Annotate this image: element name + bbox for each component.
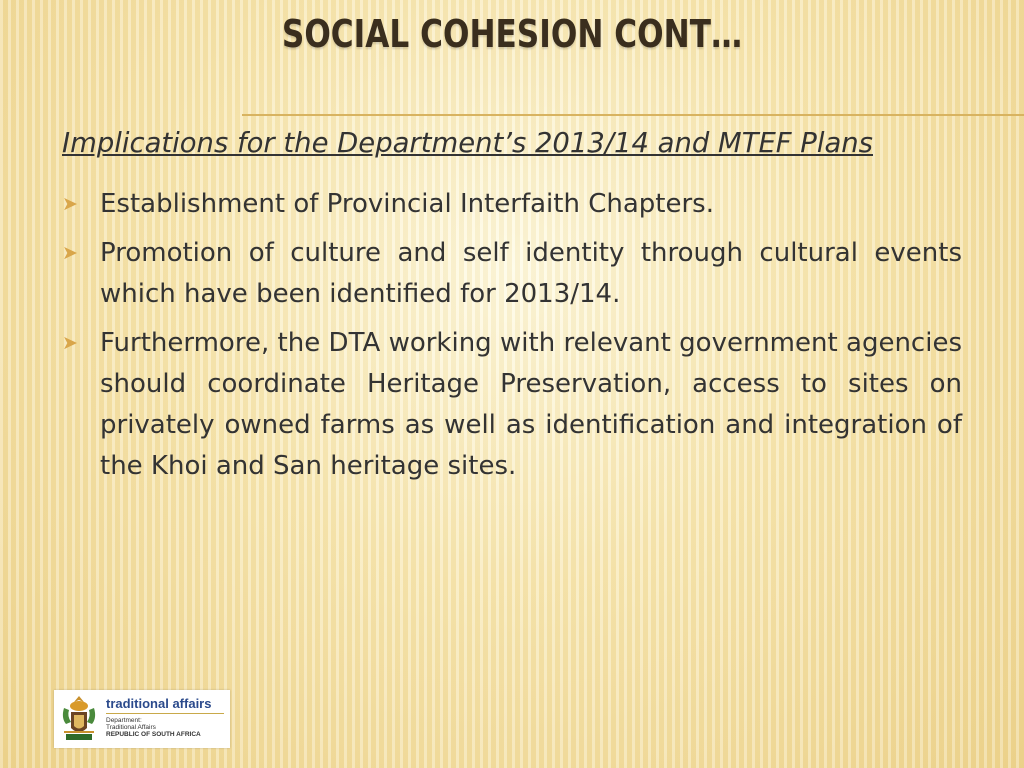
department-logo xyxy=(54,690,230,748)
bullet-text: Furthermore, the DTA working with relevant government agencies should coordinate Heritage Preservation, access to sites on privately owned farms as well as identification and integration of the Khoi and San heritage sites. xyxy=(100,328,962,481)
bullet-list xyxy=(62,184,962,487)
slide-content xyxy=(62,120,962,495)
slide-title: SOCIAL COHESION CONT… xyxy=(281,12,743,56)
arrow-bullet-icon: ➤ xyxy=(62,193,78,215)
logo-line-1: Department: xyxy=(106,717,142,724)
arrow-bullet-icon: ➤ xyxy=(62,242,78,264)
bullet-text: Establishment of Provincial Interfaith Chapters. xyxy=(100,189,714,219)
logo-line-2: Traditional Affairs xyxy=(106,724,156,731)
logo-line-3: REPUBLIC OF SOUTH AFRICA xyxy=(106,731,201,738)
logo-name: traditional affairs xyxy=(106,696,212,711)
bullet-text: Promotion of culture and self identity through cultural events which have been identified for 2013/14. xyxy=(100,238,962,309)
title-divider xyxy=(242,114,1024,116)
coat-of-arms-icon xyxy=(58,694,100,744)
logo-divider xyxy=(106,713,224,714)
list-item xyxy=(62,323,962,487)
list-item xyxy=(62,233,962,315)
list-item xyxy=(62,184,962,225)
slide-subheading: Implications for the Department’s 2013/14 and MTEF Plans xyxy=(62,126,873,159)
arrow-bullet-icon: ➤ xyxy=(62,332,78,354)
